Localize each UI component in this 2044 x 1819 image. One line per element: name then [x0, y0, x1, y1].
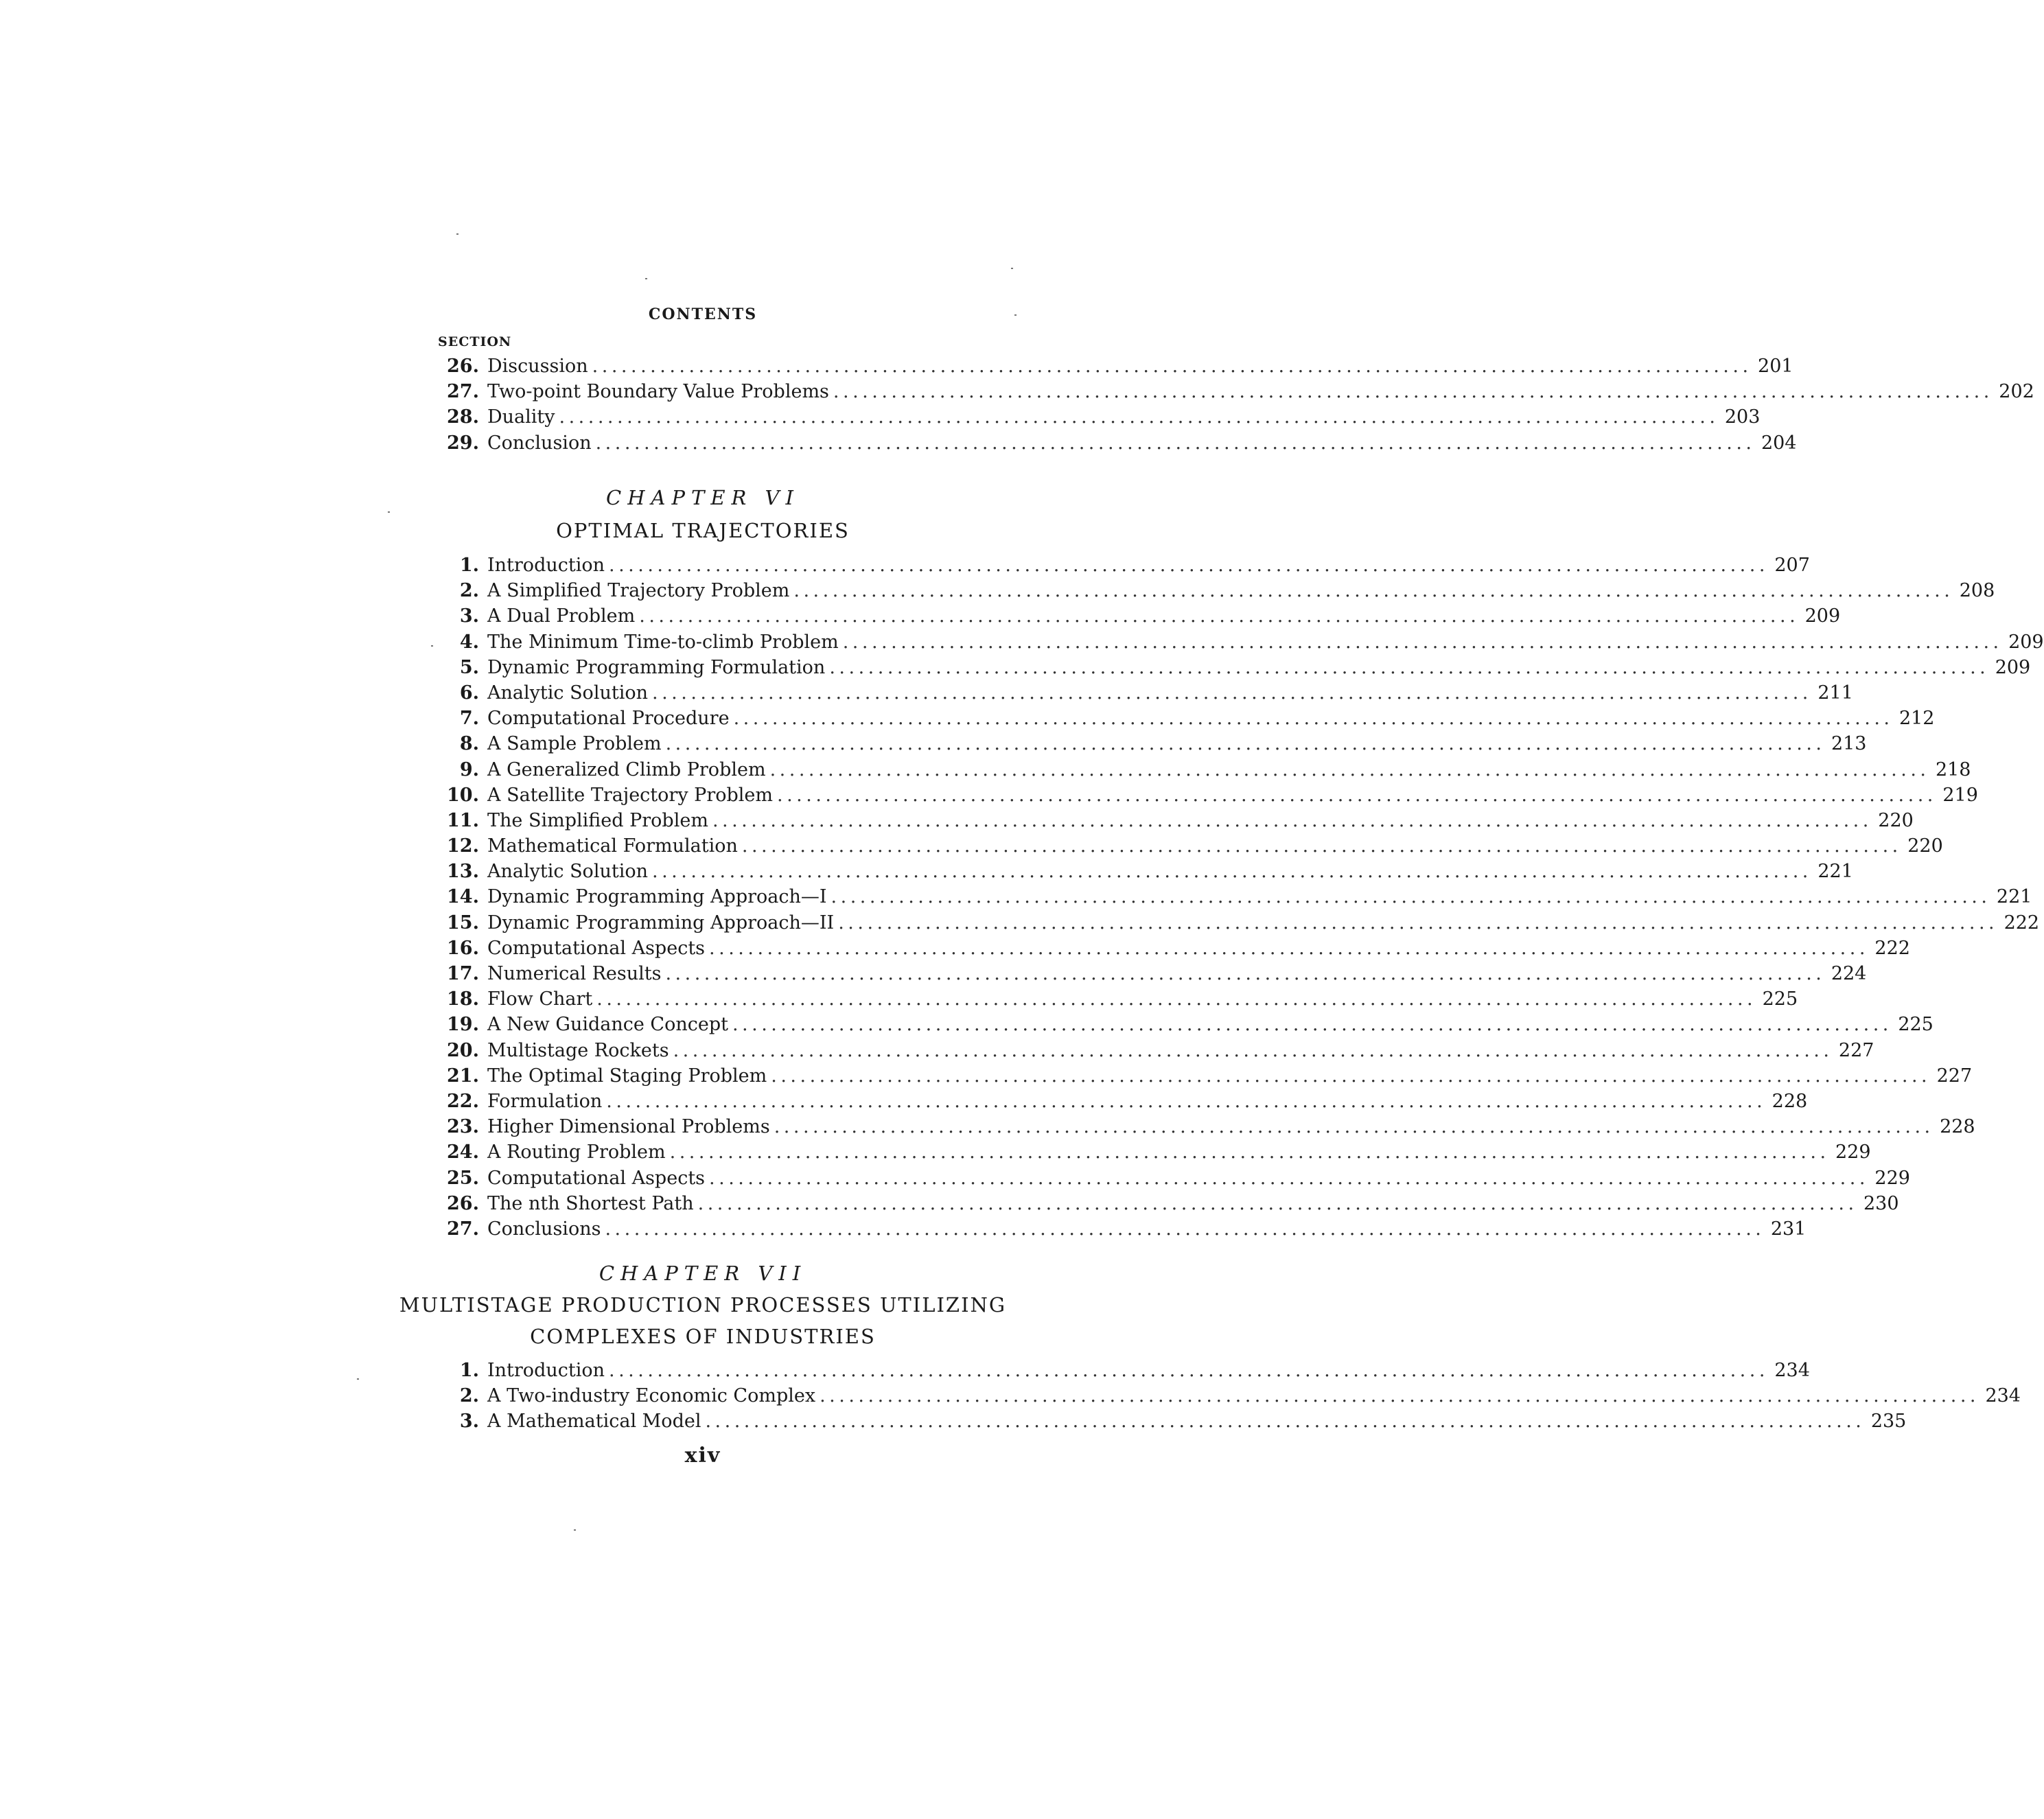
entry-title: A Sample Problem: [487, 733, 662, 755]
entry-number: 6.: [459, 682, 479, 704]
entry-number: 26.: [447, 1192, 479, 1214]
chapter-7-label: CHAPTER VII: [599, 1262, 807, 1285]
entry-title: A Simplified Trajectory Problem: [487, 580, 790, 602]
entry-number: 22.: [447, 1090, 479, 1112]
entry-page: 227: [1936, 1065, 1973, 1087]
entry-page: 228: [1772, 1090, 1808, 1112]
leader-dots: ........................................................................................................................: [842, 631, 2003, 653]
toc-entry: [439, 1012, 1933, 1037]
entry-number: 3.: [459, 605, 479, 627]
entry-title: Two-point Boundary Value Problems: [487, 381, 829, 403]
toc-entry: [439, 833, 1943, 859]
entry-number: 21.: [447, 1065, 479, 1087]
toc-entry: [439, 1038, 1874, 1063]
leader-dots: ........................................................................................................................: [829, 656, 1990, 678]
toc-entry: [439, 986, 1798, 1012]
leader-dots: ........................................................................................................................: [697, 1192, 1858, 1214]
leader-dots: ........................................................................................................................: [559, 406, 1719, 428]
scan-speck: [1011, 268, 1013, 269]
scan-speck: [574, 1529, 576, 1531]
running-head: CONTENTS: [648, 305, 758, 323]
leader-dots: ........................................................................................................................: [705, 1411, 1866, 1433]
entry-number: 17.: [447, 963, 479, 984]
entry-page: 209: [1995, 656, 2031, 678]
leader-dots: ........................................................................................................................: [669, 1142, 1830, 1163]
leader-dots: ........................................................................................................................: [709, 937, 1869, 959]
entry-number: 28.: [447, 406, 479, 428]
entry-page: 207: [1774, 555, 1810, 576]
entry-title: A Dual Problem: [487, 605, 636, 627]
entry-title: Duality: [487, 406, 555, 428]
leader-dots: ........................................................................................................................: [606, 1090, 1767, 1112]
leader-dots: ........................................................................................................................: [776, 784, 1937, 806]
leader-dots: ........................................................................................................................: [774, 1116, 1934, 1138]
entry-title: The Optimal Staging Problem: [487, 1065, 767, 1087]
toc-entry: [439, 404, 1761, 430]
leader-dots: ........................................................................................................................: [712, 809, 1872, 831]
entry-title: Analytic Solution: [487, 682, 648, 704]
entry-title: Introduction: [487, 555, 605, 576]
chapter-6-title: OPTIMAL TRAJECTORIES: [556, 519, 850, 542]
toc-entry: [439, 1114, 1975, 1139]
leader-dots: ........................................................................................................................: [609, 555, 1769, 576]
entry-number: 24.: [447, 1142, 479, 1163]
leader-dots: ........................................................................................................................: [665, 963, 1826, 984]
entry-number: 27.: [447, 1218, 479, 1240]
entry-page: 220: [1907, 835, 1943, 857]
entry-title: A Two-industry Economic Complex: [487, 1385, 816, 1407]
entry-number: 8.: [459, 733, 479, 755]
entry-page: 220: [1878, 809, 1914, 831]
entry-page: 227: [1838, 1039, 1874, 1061]
leader-dots: ........................................................................................................................: [592, 356, 1752, 377]
entry-page: 224: [1831, 963, 1867, 984]
scan-speck: [357, 1378, 359, 1380]
leader-dots: ........................................................................................................................: [732, 1014, 1892, 1036]
entry-page: 225: [1898, 1014, 1933, 1036]
scan-speck: [388, 511, 390, 513]
entry-title: Dynamic Programming Approach—I: [487, 886, 827, 908]
entry-title: Flow Chart: [487, 988, 593, 1010]
entry-number: 16.: [447, 937, 479, 959]
leader-dots: ........................................................................................................................: [673, 1039, 1833, 1061]
entry-page: 225: [1762, 988, 1798, 1010]
toc-entry: [439, 603, 1841, 629]
toc-entry: [439, 808, 1914, 833]
entry-page: 229: [1874, 1167, 1910, 1189]
entry-page: 234: [1774, 1360, 1810, 1381]
leader-dots: ........................................................................................................................: [651, 861, 1812, 883]
entry-title: A Mathematical Model: [487, 1411, 701, 1433]
leader-dots: ........................................................................................................................: [596, 988, 1757, 1010]
section-label: SECTION: [438, 334, 512, 349]
leader-dots: ........................................................................................................................: [820, 1385, 1979, 1407]
entry-page: 211: [1817, 682, 1853, 704]
toc-entry: [439, 430, 1797, 456]
entry-page: 221: [1996, 886, 2032, 908]
entry-title: Formulation: [487, 1090, 603, 1112]
entry-page: 213: [1831, 733, 1867, 755]
toc-chapter5-tail: [439, 354, 2034, 456]
entry-title: Analytic Solution: [487, 861, 648, 883]
toc-entry: [439, 1216, 1807, 1242]
entry-page: 222: [2004, 912, 2040, 934]
toc-entry: [439, 1358, 1810, 1383]
toc-entry: [439, 757, 1971, 783]
entry-number: 4.: [459, 631, 479, 653]
entry-title: A Generalized Climb Problem: [487, 758, 766, 780]
scan-speck: [645, 278, 647, 279]
entry-title: Higher Dimensional Problems: [487, 1116, 770, 1138]
entry-number: 12.: [447, 835, 479, 857]
entry-number: 2.: [459, 1385, 479, 1407]
entry-page: 218: [1935, 758, 1971, 780]
entry-number: 11.: [447, 809, 479, 831]
entry-title: Mathematical Formulation: [487, 835, 738, 857]
entry-page: 209: [2008, 631, 2044, 653]
entry-page: 229: [1835, 1142, 1871, 1163]
toc-entry: [439, 1139, 1871, 1165]
entry-number: 25.: [447, 1167, 479, 1189]
entry-number: 9.: [459, 758, 479, 780]
leader-dots: ........................................................................................................................: [769, 758, 1930, 780]
toc-entry: [439, 910, 2040, 936]
toc-entry: [439, 731, 1867, 756]
entry-number: 27.: [447, 381, 479, 403]
toc-entry: [439, 1383, 2021, 1409]
leader-dots: ........................................................................................................................: [709, 1167, 1869, 1189]
entry-title: Conclusions: [487, 1218, 601, 1240]
toc-entry: [439, 655, 2031, 680]
chapter-7-title-line2: COMPLEXES OF INDUSTRIES: [530, 1325, 876, 1348]
entry-number: 19.: [447, 1014, 479, 1036]
entry-page: 234: [1985, 1385, 2021, 1407]
entry-number: 1.: [459, 1360, 479, 1381]
entry-title: A Routing Problem: [487, 1142, 666, 1163]
entry-number: 29.: [447, 432, 479, 454]
toc-entry: [439, 354, 1793, 379]
entry-number: 10.: [447, 784, 479, 806]
leader-dots: ........................................................................................................................: [831, 886, 1991, 908]
leader-dots: ........................................................................................................................: [838, 912, 1999, 934]
scan-speck: [456, 233, 458, 235]
entry-title: Dynamic Programming Formulation: [487, 656, 826, 678]
entry-number: 1.: [459, 555, 479, 576]
leader-dots: ........................................................................................................................: [771, 1065, 1931, 1087]
entry-title: Introduction: [487, 1360, 605, 1381]
toc-entry: [439, 884, 2032, 910]
entry-number: 15.: [447, 912, 479, 934]
entry-title: A Satellite Trajectory Problem: [487, 784, 773, 806]
toc-entry: [439, 553, 1810, 578]
entry-title: Dynamic Programming Approach—II: [487, 912, 835, 934]
chapter-7-title-line1: MULTISTAGE PRODUCTION PROCESSES UTILIZING: [399, 1293, 1007, 1317]
entry-title: Computational Aspects: [487, 937, 706, 959]
toc-chapter7: [439, 1358, 2021, 1435]
entry-number: 7.: [459, 708, 479, 730]
toc-entry: [439, 1089, 1808, 1114]
entry-title: Conclusion: [487, 432, 592, 454]
toc-entry: [439, 1166, 1910, 1191]
leader-dots: ........................................................................................................................: [605, 1218, 1765, 1240]
toc-entry: [439, 629, 2044, 655]
toc-entry: [439, 961, 1867, 986]
toc-entry: [439, 578, 1995, 603]
entry-page: 219: [1942, 784, 1978, 806]
entry-page: 235: [1870, 1411, 1907, 1433]
entry-page: 222: [1874, 937, 1910, 959]
entry-title: The nth Shortest Path: [487, 1192, 694, 1214]
entry-page: 202: [1999, 381, 2034, 403]
entry-page: 228: [1940, 1116, 1975, 1138]
leader-dots: ........................................................................................................................: [609, 1360, 1769, 1381]
toc-entry: [439, 1063, 1973, 1089]
entry-page: 209: [1804, 605, 1841, 627]
scan-speck: [431, 645, 433, 647]
chapter-6-label: CHAPTER VI: [606, 486, 800, 509]
leader-dots: ........................................................................................................................: [665, 733, 1826, 755]
entry-number: 14.: [447, 886, 479, 908]
entry-number: 26.: [447, 356, 479, 377]
entry-page: 231: [1770, 1218, 1807, 1240]
toc-entry: [439, 680, 1853, 706]
leader-dots: ........................................................................................................................: [741, 835, 1902, 857]
leader-dots: ........................................................................................................................: [833, 381, 1993, 403]
entry-number: 3.: [459, 1411, 479, 1433]
entry-number: 20.: [447, 1039, 479, 1061]
toc-entry: [439, 706, 1935, 731]
entry-page: 201: [1758, 356, 1793, 377]
entry-number: 13.: [447, 861, 479, 883]
entry-number: 18.: [447, 988, 479, 1010]
entry-page: 203: [1724, 406, 1761, 428]
entry-number: 2.: [459, 580, 479, 602]
toc-entry: [439, 1191, 1899, 1216]
page-folio: xiv: [684, 1444, 721, 1468]
entry-page: 230: [1863, 1192, 1899, 1214]
toc-entry: [439, 783, 1978, 808]
toc-entry: [439, 859, 1853, 884]
entry-title: Computational Procedure: [487, 708, 730, 730]
toc-chapter6: [439, 553, 2044, 1242]
entry-page: 221: [1817, 861, 1853, 883]
leader-dots: ........................................................................................................................: [651, 682, 1812, 704]
entry-page: 204: [1761, 432, 1797, 454]
entry-number: 23.: [447, 1116, 479, 1138]
entry-number: 5.: [459, 656, 479, 678]
entry-title: A New Guidance Concept: [487, 1014, 728, 1036]
toc-entry: [439, 379, 2034, 404]
toc-entry: [439, 1409, 1907, 1434]
entry-page: 208: [1959, 580, 1995, 602]
entry-title: Discussion: [487, 356, 588, 377]
entry-page: 212: [1898, 708, 1935, 730]
entry-title: Multistage Rockets: [487, 1039, 669, 1061]
toc-entry: [439, 936, 1910, 961]
entry-title: Numerical Results: [487, 963, 662, 984]
entry-title: The Simplified Problem: [487, 809, 708, 831]
entry-title: Computational Aspects: [487, 1167, 706, 1189]
leader-dots: ........................................................................................................................: [595, 432, 1756, 454]
leader-dots: ........................................................................................................................: [733, 708, 1894, 730]
leader-dots: ........................................................................................................................: [793, 580, 1954, 602]
leader-dots: ........................................................................................................................: [639, 605, 1800, 627]
entry-title: The Minimum Time-to-climb Problem: [487, 631, 839, 653]
